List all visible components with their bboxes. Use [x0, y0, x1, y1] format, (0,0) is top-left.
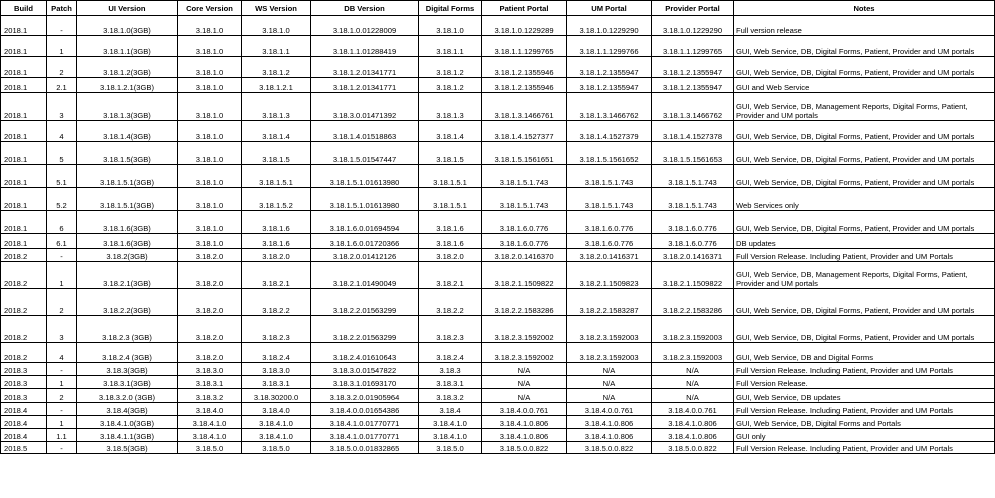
- table-row: [1, 363, 995, 376]
- table-row: [1, 262, 995, 289]
- cell-core-version: 3.18.2.0: [178, 249, 242, 262]
- cell-ui-version: 3.18.1.2.1(3GB): [77, 78, 178, 93]
- cell-provider-portal: 3.18.2.0.1416371: [652, 249, 734, 262]
- cell-ui-version: 3.18.2(3GB): [77, 249, 178, 262]
- cell-provider-portal: 3.18.2.3.1592003: [652, 343, 734, 363]
- cell-ws-version: 3.18.3.1: [242, 376, 311, 389]
- cell-patient-portal: 3.18.1.3.1466761: [482, 93, 567, 121]
- cell-ws-version: 3.18.4.0: [242, 403, 311, 416]
- cell-core-version: 3.18.3.1: [178, 376, 242, 389]
- cell-patch: 5: [47, 142, 77, 165]
- cell-db-version: 3.18.1.6.0.01694594: [311, 211, 419, 234]
- cell-patient-portal: 3.18.1.6.0.776: [482, 234, 567, 249]
- table-header: [1, 1, 995, 16]
- cell-digital-forms: 3.18.4.1.0: [419, 416, 482, 429]
- cell-ui-version: 3.18.2.2(3GB): [77, 289, 178, 316]
- cell-patch: 1.1: [47, 429, 77, 442]
- cell-ws-version: 3.18.4.1.0: [242, 416, 311, 429]
- cell-notes: GUI, Web Service, DB, Digital Forms, Patient, Provider and UM portals: [734, 211, 995, 234]
- cell-provider-portal: 3.18.1.0.1229290: [652, 16, 734, 36]
- cell-db-version: 3.18.3.0.01471392: [311, 93, 419, 121]
- cell-notes: Web Services only: [734, 188, 995, 211]
- cell-um-portal: 3.18.1.0.1229290: [567, 16, 652, 36]
- cell-notes: GUI, Web Service, DB, Digital Forms, Patient, Provider and UM portals: [734, 36, 995, 57]
- cell-patch: 3: [47, 316, 77, 343]
- cell-ws-version: 3.18.1.6: [242, 234, 311, 249]
- cell-patch: 4: [47, 121, 77, 142]
- cell-notes: GUI, Web Service, DB, Digital Forms, Patient, Provider and UM portals: [734, 289, 995, 316]
- cell-patient-portal: 3.18.1.1.1299765: [482, 36, 567, 57]
- cell-provider-portal: 3.18.1.5.1.743: [652, 188, 734, 211]
- cell-provider-portal: N/A: [652, 376, 734, 389]
- cell-build: 2018.4: [1, 429, 47, 442]
- cell-um-portal: 3.18.2.3.1592003: [567, 316, 652, 343]
- cell-digital-forms: 3.18.1.5: [419, 142, 482, 165]
- cell-build: 2018.1: [1, 234, 47, 249]
- cell-ws-version: 3.18.1.0: [242, 16, 311, 36]
- cell-notes: GUI, Web Service, DB, Digital Forms, Patient, Provider and UM portals: [734, 142, 995, 165]
- cell-core-version: 3.18.2.0: [178, 343, 242, 363]
- cell-digital-forms: 3.18.1.2: [419, 78, 482, 93]
- table-row: [1, 389, 995, 403]
- cell-patient-portal: 3.18.2.3.1592002: [482, 343, 567, 363]
- cell-core-version: 3.18.1.0: [178, 78, 242, 93]
- cell-core-version: 3.18.2.0: [178, 262, 242, 289]
- cell-patch: 3: [47, 93, 77, 121]
- cell-patch: 4: [47, 343, 77, 363]
- cell-build: 2018.1: [1, 188, 47, 211]
- cell-ws-version: 3.18.1.6: [242, 211, 311, 234]
- cell-um-portal: 3.18.5.0.0.822: [567, 442, 652, 454]
- cell-um-portal: 3.18.2.0.1416371: [567, 249, 652, 262]
- cell-patient-portal: 3.18.1.4.1527377: [482, 121, 567, 142]
- cell-db-version: 3.18.4.0.0.01654386: [311, 403, 419, 416]
- cell-ui-version: 3.18.1.5.1(3GB): [77, 165, 178, 188]
- cell-core-version: 3.18.1.0: [178, 234, 242, 249]
- cell-um-portal: 3.18.1.6.0.776: [567, 211, 652, 234]
- cell-ws-version: 3.18.2.2: [242, 289, 311, 316]
- cell-notes: Full Version Release. Including Patient, Provider and UM Portals: [734, 403, 995, 416]
- cell-um-portal: 3.18.4.1.0.806: [567, 416, 652, 429]
- cell-ws-version: 3.18.1.3: [242, 93, 311, 121]
- cell-build: 2018.2: [1, 249, 47, 262]
- cell-patient-portal: 3.18.1.5.1561651: [482, 142, 567, 165]
- table-row: [1, 403, 995, 416]
- cell-ws-version: 3.18.1.2.1: [242, 78, 311, 93]
- cell-digital-forms: 3.18.2.3: [419, 316, 482, 343]
- cell-notes: GUI, Web Service, DB, Digital Forms, Patient, Provider and UM portals: [734, 316, 995, 343]
- cell-build: 2018.5: [1, 442, 47, 454]
- cell-um-portal: 3.18.1.5.1561652: [567, 142, 652, 165]
- cell-um-portal: N/A: [567, 376, 652, 389]
- cell-core-version: 3.18.1.0: [178, 165, 242, 188]
- cell-db-version: 3.18.1.6.0.01720366: [311, 234, 419, 249]
- table-row: [1, 316, 995, 343]
- cell-ws-version: 3.18.1.5.1: [242, 165, 311, 188]
- cell-patch: 1: [47, 376, 77, 389]
- cell-ui-version: 3.18.2.3 (3GB): [77, 316, 178, 343]
- cell-ui-version: 3.18.2.1(3GB): [77, 262, 178, 289]
- cell-digital-forms: 3.18.2.0: [419, 249, 482, 262]
- cell-db-version: 3.18.1.5.1.01613980: [311, 165, 419, 188]
- cell-notes: GUI, Web Service, DB, Digital Forms, Patient, Provider and UM portals: [734, 57, 995, 78]
- cell-digital-forms: 3.18.1.1: [419, 36, 482, 57]
- cell-build: 2018.1: [1, 121, 47, 142]
- cell-db-version: 3.18.1.5.1.01613980: [311, 188, 419, 211]
- cell-ui-version: 3.18.4.1.1(3GB): [77, 429, 178, 442]
- cell-patient-portal: N/A: [482, 376, 567, 389]
- cell-digital-forms: 3.18.5.0: [419, 442, 482, 454]
- cell-provider-portal: 3.18.4.0.0.761: [652, 403, 734, 416]
- cell-notes: GUI, Web Service, DB, Digital Forms, Patient, Provider and UM portals: [734, 165, 995, 188]
- cell-db-version: 3.18.4.1.0.01770771: [311, 429, 419, 442]
- col-core-version: Core Version: [178, 1, 242, 16]
- cell-core-version: 3.18.1.0: [178, 142, 242, 165]
- cell-provider-portal: 3.18.4.1.0.806: [652, 416, 734, 429]
- cell-notes: Full Version Release. Including Patient, Provider and UM Portals: [734, 249, 995, 262]
- cell-ws-version: 3.18.4.1.0: [242, 429, 311, 442]
- cell-ws-version: 3.18.1.5: [242, 142, 311, 165]
- cell-ui-version: 3.18.1.2(3GB): [77, 57, 178, 78]
- cell-core-version: 3.18.1.0: [178, 16, 242, 36]
- cell-ws-version: 3.18.2.1: [242, 262, 311, 289]
- cell-provider-portal: 3.18.2.1.1509822: [652, 262, 734, 289]
- cell-db-version: 3.18.1.1.01288419: [311, 36, 419, 57]
- cell-patch: 6.1: [47, 234, 77, 249]
- cell-provider-portal: 3.18.1.6.0.776: [652, 234, 734, 249]
- cell-core-version: 3.18.3.2: [178, 389, 242, 403]
- cell-build: 2018.2: [1, 316, 47, 343]
- cell-core-version: 3.18.2.0: [178, 316, 242, 343]
- cell-patch: 2: [47, 57, 77, 78]
- cell-ui-version: 3.18.3.2.0 (3GB): [77, 389, 178, 403]
- cell-notes: GUI only: [734, 429, 995, 442]
- cell-db-version: 3.18.1.0.01228009: [311, 16, 419, 36]
- cell-provider-portal: 3.18.5.0.0.822: [652, 442, 734, 454]
- cell-digital-forms: 3.18.4.1.0: [419, 429, 482, 442]
- table-row: [1, 343, 995, 363]
- table-row: [1, 249, 995, 262]
- cell-patch: 2: [47, 389, 77, 403]
- cell-patch: 6: [47, 211, 77, 234]
- cell-patient-portal: 3.18.1.6.0.776: [482, 211, 567, 234]
- cell-provider-portal: 3.18.4.1.0.806: [652, 429, 734, 442]
- cell-digital-forms: 3.18.4: [419, 403, 482, 416]
- cell-ui-version: 3.18.3(3GB): [77, 363, 178, 376]
- cell-digital-forms: 3.18.1.5.1: [419, 165, 482, 188]
- cell-um-portal: 3.18.1.5.1.743: [567, 165, 652, 188]
- cell-build: 2018.1: [1, 36, 47, 57]
- cell-patch: -: [47, 363, 77, 376]
- cell-um-portal: 3.18.1.5.1.743: [567, 188, 652, 211]
- cell-core-version: 3.18.5.0: [178, 442, 242, 454]
- cell-core-version: 3.18.1.0: [178, 211, 242, 234]
- cell-ws-version: 3.18.1.1: [242, 36, 311, 57]
- cell-core-version: 3.18.2.0: [178, 289, 242, 316]
- col-db-version: DB Version: [311, 1, 419, 16]
- col-ui-version: UI Version: [77, 1, 178, 16]
- cell-ui-version: 3.18.1.1(3GB): [77, 36, 178, 57]
- cell-provider-portal: 3.18.1.5.1561653: [652, 142, 734, 165]
- cell-ui-version: 3.18.1.4(3GB): [77, 121, 178, 142]
- cell-patch: 1: [47, 36, 77, 57]
- cell-patient-portal: N/A: [482, 363, 567, 376]
- cell-provider-portal: 3.18.2.2.1583286: [652, 289, 734, 316]
- cell-patient-portal: 3.18.4.1.0.806: [482, 416, 567, 429]
- cell-digital-forms: 3.18.3: [419, 363, 482, 376]
- cell-notes: GUI, Web Service, DB updates: [734, 389, 995, 403]
- cell-digital-forms: 3.18.1.3: [419, 93, 482, 121]
- cell-digital-forms: 3.18.3.1: [419, 376, 482, 389]
- cell-patch: 5.2: [47, 188, 77, 211]
- col-patient-portal: Patient Portal: [482, 1, 567, 16]
- cell-patient-portal: 3.18.1.2.1355946: [482, 78, 567, 93]
- cell-ui-version: 3.18.5(3GB): [77, 442, 178, 454]
- cell-digital-forms: 3.18.1.4: [419, 121, 482, 142]
- cell-build: 2018.3: [1, 389, 47, 403]
- cell-core-version: 3.18.1.0: [178, 93, 242, 121]
- cell-provider-portal: 3.18.1.2.1355947: [652, 57, 734, 78]
- cell-core-version: 3.18.3.0: [178, 363, 242, 376]
- cell-patient-portal: 3.18.2.0.1416370: [482, 249, 567, 262]
- cell-digital-forms: 3.18.3.2: [419, 389, 482, 403]
- cell-db-version: 3.18.3.1.01693170: [311, 376, 419, 389]
- cell-patient-portal: 3.18.1.0.1229289: [482, 16, 567, 36]
- cell-db-version: 3.18.2.1.01490049: [311, 262, 419, 289]
- cell-provider-portal: 3.18.1.2.1355947: [652, 78, 734, 93]
- cell-db-version: 3.18.3.2.0.01905964: [311, 389, 419, 403]
- cell-db-version: 3.18.1.2.01341771: [311, 78, 419, 93]
- table-row: [1, 142, 995, 165]
- table-row: [1, 188, 995, 211]
- cell-db-version: 3.18.2.2.01563299: [311, 289, 419, 316]
- cell-core-version: 3.18.1.0: [178, 188, 242, 211]
- col-patch: Patch: [47, 1, 77, 16]
- cell-digital-forms: 3.18.1.6: [419, 211, 482, 234]
- cell-digital-forms: 3.18.1.2: [419, 57, 482, 78]
- table-row: [1, 211, 995, 234]
- cell-notes: Full Version Release. Including Patient, Provider and UM Portals: [734, 442, 995, 454]
- table-row: [1, 442, 995, 454]
- cell-ws-version: 3.18.1.2: [242, 57, 311, 78]
- cell-um-portal: 3.18.4.0.0.761: [567, 403, 652, 416]
- cell-db-version: 3.18.1.5.01547447: [311, 142, 419, 165]
- cell-build: 2018.1: [1, 165, 47, 188]
- cell-notes: GUI, Web Service, DB, Digital Forms, Patient, Provider and UM portals: [734, 121, 995, 142]
- col-digital-forms: Digital Forms: [419, 1, 482, 16]
- cell-db-version: 3.18.1.4.01518863: [311, 121, 419, 142]
- cell-um-portal: 3.18.1.2.1355947: [567, 57, 652, 78]
- cell-digital-forms: 3.18.1.5.1: [419, 188, 482, 211]
- cell-ui-version: 3.18.1.6(3GB): [77, 211, 178, 234]
- cell-patch: -: [47, 249, 77, 262]
- cell-ws-version: 3.18.3.0: [242, 363, 311, 376]
- table-row: [1, 57, 995, 78]
- cell-notes: Full Version Release. Including Patient, Provider and UM Portals: [734, 363, 995, 376]
- cell-db-version: 3.18.5.0.0.01832865: [311, 442, 419, 454]
- table-row: [1, 429, 995, 442]
- cell-digital-forms: 3.18.2.2: [419, 289, 482, 316]
- cell-um-portal: 3.18.1.2.1355947: [567, 78, 652, 93]
- cell-ui-version: 3.18.3.1(3GB): [77, 376, 178, 389]
- cell-um-portal: N/A: [567, 389, 652, 403]
- col-ws-version: WS Version: [242, 1, 311, 16]
- cell-patient-portal: 3.18.2.2.1583286: [482, 289, 567, 316]
- cell-patient-portal: 3.18.4.1.0.806: [482, 429, 567, 442]
- cell-ui-version: 3.18.1.6(3GB): [77, 234, 178, 249]
- cell-patient-portal: 3.18.2.3.1592002: [482, 316, 567, 343]
- cell-digital-forms: 3.18.2.1: [419, 262, 482, 289]
- cell-provider-portal: 3.18.1.3.1466762: [652, 93, 734, 121]
- cell-patient-portal: 3.18.2.1.1509822: [482, 262, 567, 289]
- cell-db-version: 3.18.2.0.01412126: [311, 249, 419, 262]
- cell-notes: GUI, Web Service, DB, Digital Forms and Portals: [734, 416, 995, 429]
- cell-provider-portal: 3.18.1.6.0.776: [652, 211, 734, 234]
- cell-provider-portal: 3.18.1.1.1299765: [652, 36, 734, 57]
- cell-ui-version: 3.18.1.5.1(3GB): [77, 188, 178, 211]
- cell-provider-portal: 3.18.1.5.1.743: [652, 165, 734, 188]
- cell-patient-portal: N/A: [482, 389, 567, 403]
- cell-build: 2018.4: [1, 403, 47, 416]
- table-row: [1, 289, 995, 316]
- cell-core-version: 3.18.1.0: [178, 36, 242, 57]
- cell-build: 2018.3: [1, 363, 47, 376]
- table-body: [1, 16, 995, 454]
- cell-ui-version: 3.18.4.1.0(3GB): [77, 416, 178, 429]
- cell-core-version: 3.18.4.1.0: [178, 416, 242, 429]
- cell-notes: GUI, Web Service, DB and Digital Forms: [734, 343, 995, 363]
- cell-ui-version: 3.18.1.0(3GB): [77, 16, 178, 36]
- cell-patient-portal: 3.18.5.0.0.822: [482, 442, 567, 454]
- cell-ui-version: 3.18.2.4 (3GB): [77, 343, 178, 363]
- cell-digital-forms: 3.18.1.6: [419, 234, 482, 249]
- cell-ws-version: 3.18.30200.0: [242, 389, 311, 403]
- cell-patch: 2: [47, 289, 77, 316]
- cell-um-portal: 3.18.1.6.0.776: [567, 234, 652, 249]
- cell-notes: GUI and Web Service: [734, 78, 995, 93]
- cell-provider-portal: N/A: [652, 363, 734, 376]
- table-row: [1, 165, 995, 188]
- cell-um-portal: 3.18.1.1.1299766: [567, 36, 652, 57]
- cell-ws-version: 3.18.1.4: [242, 121, 311, 142]
- table-row: [1, 36, 995, 57]
- cell-build: 2018.1: [1, 142, 47, 165]
- table-row: [1, 16, 995, 36]
- col-build: Build: [1, 1, 47, 16]
- table-row: [1, 234, 995, 249]
- cell-digital-forms: 3.18.1.0: [419, 16, 482, 36]
- cell-ui-version: 3.18.1.5(3GB): [77, 142, 178, 165]
- cell-core-version: 3.18.4.0: [178, 403, 242, 416]
- cell-um-portal: 3.18.2.2.1583287: [567, 289, 652, 316]
- table-row: [1, 376, 995, 389]
- header-row: [1, 1, 995, 16]
- cell-patch: -: [47, 16, 77, 36]
- cell-build: 2018.1: [1, 78, 47, 93]
- cell-um-portal: 3.18.1.3.1466762: [567, 93, 652, 121]
- cell-build: 2018.4: [1, 416, 47, 429]
- cell-patient-portal: 3.18.1.5.1.743: [482, 165, 567, 188]
- cell-patch: 1: [47, 416, 77, 429]
- cell-core-version: 3.18.1.0: [178, 57, 242, 78]
- table-row: [1, 121, 995, 142]
- table-row: [1, 93, 995, 121]
- cell-ws-version: 3.18.2.0: [242, 249, 311, 262]
- cell-ui-version: 3.18.1.3(3GB): [77, 93, 178, 121]
- cell-ws-version: 3.18.1.5.2: [242, 188, 311, 211]
- cell-um-portal: 3.18.2.3.1592003: [567, 343, 652, 363]
- cell-build: 2018.1: [1, 57, 47, 78]
- cell-um-portal: 3.18.2.1.1509823: [567, 262, 652, 289]
- cell-build: 2018.2: [1, 289, 47, 316]
- cell-patch: 1: [47, 262, 77, 289]
- cell-db-version: 3.18.1.2.01341771: [311, 57, 419, 78]
- cell-build: 2018.2: [1, 262, 47, 289]
- table-row: [1, 78, 995, 93]
- col-um-portal: UM Portal: [567, 1, 652, 16]
- cell-notes: DB updates: [734, 234, 995, 249]
- cell-core-version: 3.18.1.0: [178, 121, 242, 142]
- cell-patch: 2.1: [47, 78, 77, 93]
- cell-patch: -: [47, 442, 77, 454]
- cell-digital-forms: 3.18.2.4: [419, 343, 482, 363]
- cell-notes: GUI, Web Service, DB, Management Reports, Digital Forms, Patient, Provider and UM portals: [734, 93, 995, 121]
- cell-core-version: 3.18.4.1.0: [178, 429, 242, 442]
- cell-db-version: 3.18.2.4.01610643: [311, 343, 419, 363]
- cell-ws-version: 3.18.2.3: [242, 316, 311, 343]
- col-provider-portal: Provider Portal: [652, 1, 734, 16]
- col-notes: Notes: [734, 1, 995, 16]
- cell-patient-portal: 3.18.1.5.1.743: [482, 188, 567, 211]
- cell-patch: 5.1: [47, 165, 77, 188]
- cell-db-version: 3.18.3.0.01547822: [311, 363, 419, 376]
- cell-build: 2018.1: [1, 211, 47, 234]
- cell-patient-portal: 3.18.1.2.1355946: [482, 57, 567, 78]
- cell-db-version: 3.18.4.1.0.01770771: [311, 416, 419, 429]
- cell-patch: -: [47, 403, 77, 416]
- cell-notes: GUI, Web Service, DB, Management Reports, Digital Forms, Patient, Provider and UM portals: [734, 262, 995, 289]
- cell-provider-portal: N/A: [652, 389, 734, 403]
- cell-patient-portal: 3.18.4.0.0.761: [482, 403, 567, 416]
- cell-build: 2018.1: [1, 16, 47, 36]
- cell-db-version: 3.18.2.2.01563299: [311, 316, 419, 343]
- cell-notes: Full version release: [734, 16, 995, 36]
- cell-um-portal: N/A: [567, 363, 652, 376]
- cell-build: 2018.1: [1, 93, 47, 121]
- cell-notes: Full Version Release.: [734, 376, 995, 389]
- cell-ws-version: 3.18.2.4: [242, 343, 311, 363]
- cell-provider-portal: 3.18.2.3.1592003: [652, 316, 734, 343]
- cell-provider-portal: 3.18.1.4.1527378: [652, 121, 734, 142]
- cell-build: 2018.2: [1, 343, 47, 363]
- cell-build: 2018.3: [1, 376, 47, 389]
- cell-ws-version: 3.18.5.0: [242, 442, 311, 454]
- cell-um-portal: 3.18.4.1.0.806: [567, 429, 652, 442]
- cell-ui-version: 3.18.4(3GB): [77, 403, 178, 416]
- table-row: [1, 416, 995, 429]
- cell-um-portal: 3.18.1.4.1527379: [567, 121, 652, 142]
